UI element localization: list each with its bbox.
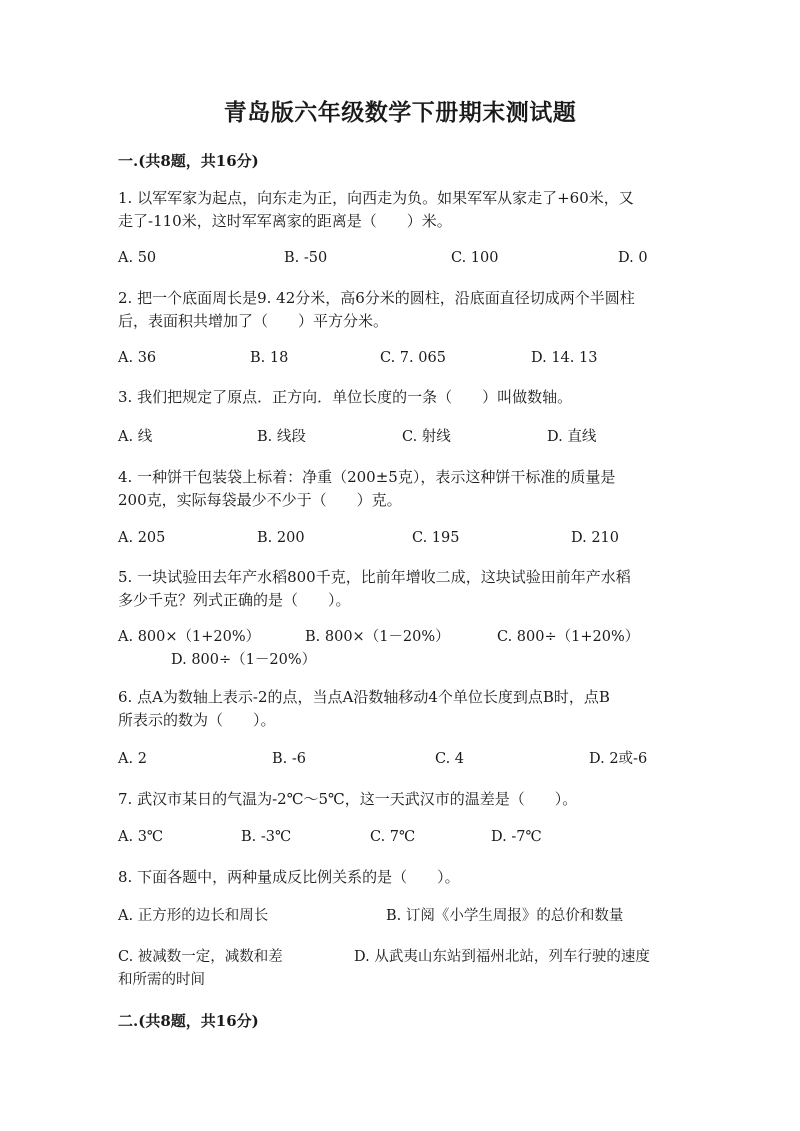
option-b: B. -50 [284, 250, 328, 266]
question-text: 6. 点A为数轴上表示-2的点，当点A沿数轴移动4个单位长度到点B时，点B [118, 688, 610, 706]
option-b: B. -6 [272, 751, 306, 767]
option-c: C. 射线 [402, 429, 451, 445]
option-b: B. 18 [250, 350, 289, 366]
option-a: A. 线 [118, 429, 153, 445]
question-text: 4. 一种饼干包装袋上标着：净重（200±5克），表示这种饼干标准的质量是 [118, 468, 616, 486]
option-c: C. 4 [435, 751, 465, 767]
option-c: C. 被减数一定，减数和差 [118, 949, 283, 965]
question-text: 3. 我们把规定了原点．正方向．单位长度的一条（ ）叫做数轴。 [118, 388, 573, 406]
question-text: 多少千克？列式正确的是（ ）。 [118, 591, 351, 609]
option-c: C. 7℃ [370, 829, 416, 845]
option-b: B. 订阅《小学生周报》的总价和数量 [386, 908, 624, 924]
option-d: D. 直线 [547, 429, 597, 445]
question-text: 走了-110米，这时军军离家的距离是（ ）米。 [118, 212, 452, 230]
section-heading: 二.(共8题，共16分) [118, 1012, 259, 1030]
question-text: 2. 把一个底面周长是9. 42分米，高6分米的圆柱，沿底面直径切成两个半圆柱 [118, 289, 635, 307]
option-c: C. 800÷（1+20%） [497, 629, 640, 645]
section-heading: 一.(共8题，共16分) [118, 152, 259, 170]
option-b: B. -3℃ [241, 829, 292, 845]
option-a: A. 50 [118, 250, 157, 266]
option-a: A. 800×（1+20%） [118, 629, 261, 645]
question-text: 所表示的数为（ ）。 [118, 711, 276, 729]
option-a: A. 2 [118, 751, 147, 767]
option-c: C. 100 [451, 250, 499, 266]
option-c: C. 7. 065 [380, 350, 446, 366]
option-c: C. 195 [412, 530, 460, 546]
option-d: D. 0 [618, 250, 648, 266]
page-title: 青岛版六年级数学下册期末测试题 [223, 99, 577, 126]
option-d: D. 210 [571, 530, 620, 546]
question-text: 7. 武汉市某日的气温为-2℃～5℃，这一天武汉市的温差是（ ）。 [118, 790, 578, 808]
option-a: A. 正方形的边长和周长 [118, 908, 269, 924]
option-d: D. 从武夷山东站到福州北站，列车行驶的速度 [354, 949, 650, 965]
option-d: D. 2或-6 [589, 751, 648, 767]
option-b: B. 200 [257, 530, 305, 546]
option-d: D. 800÷（1－20%） [171, 652, 317, 668]
option-a: A. 3℃ [118, 829, 164, 845]
question-text: 后，表面积共增加了（ ）平方分米。 [118, 312, 389, 330]
question-text: 8. 下面各题中，两种量成反比例关系的是（ ）。 [118, 868, 460, 886]
option-d: D. 14. 13 [531, 350, 598, 366]
question-text: 5. 一块试验田去年产水稻800千克，比前年增收二成，这块试验田前年产水稻 [118, 568, 631, 586]
question-text: 200克，实际每袋最少不少于（ ）克。 [118, 491, 402, 509]
question-text: 1. 以军军家为起点，向东走为正，向西走为负。如果军军从家走了+60米，又 [118, 189, 634, 207]
option-d-continued: 和所需的时间 [118, 972, 205, 988]
option-d: D. -7℃ [491, 829, 542, 845]
option-a: A. 205 [118, 530, 166, 546]
option-b: B. 线段 [257, 429, 306, 445]
option-a: A. 36 [118, 350, 157, 366]
option-b: B. 800×（1－20%） [305, 629, 450, 645]
